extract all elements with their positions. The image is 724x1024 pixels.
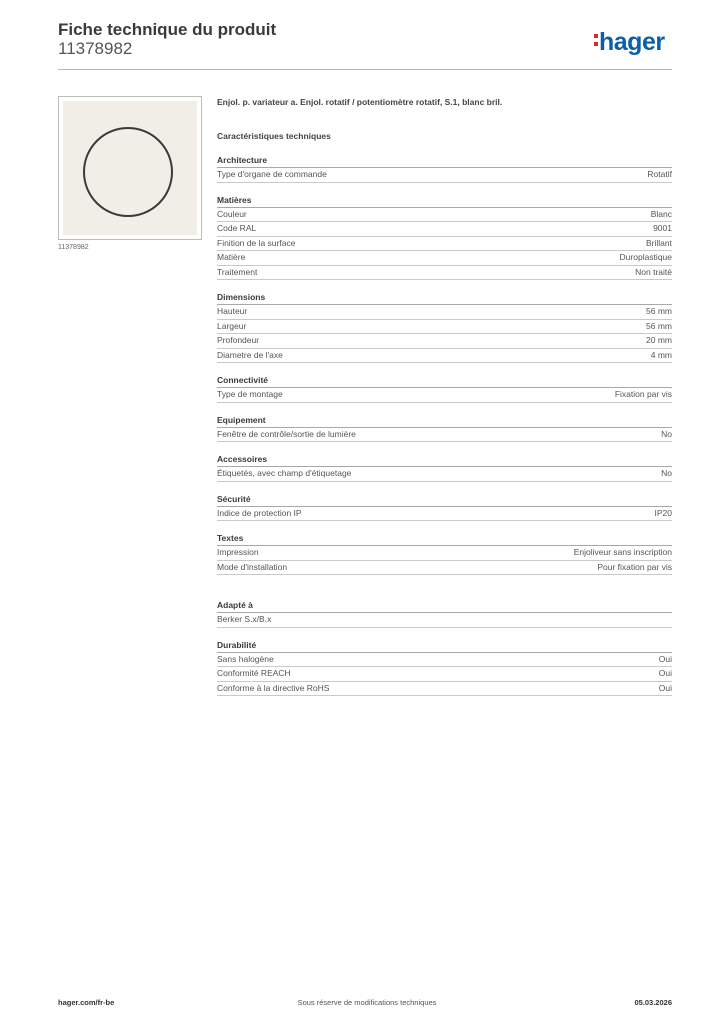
spec-row [217, 507, 672, 522]
spec-row [217, 222, 672, 237]
spec-label: Type de montage [217, 389, 283, 399]
spec-group-title: Adapté à [217, 599, 672, 613]
spec-row [217, 266, 672, 281]
spec-row [217, 168, 672, 183]
spec-label: Impression [217, 547, 259, 557]
spec-value: 56 mm [646, 306, 672, 316]
spec-value: Brillant [646, 237, 672, 248]
spec-value: No [661, 428, 672, 439]
spec-label: Conforme à la directive RoHS [217, 682, 330, 693]
spec-row [217, 320, 672, 335]
spec-row [217, 667, 672, 682]
spec-group-title: Connectivité [217, 374, 672, 388]
spec-row [217, 237, 672, 252]
product-reference: 11378982 [58, 39, 133, 58]
spec-group [217, 532, 672, 575]
spec-label: Traitement [217, 266, 258, 277]
spec-label: Indice de protection IP [217, 507, 302, 518]
spec-label: Couleur [217, 208, 247, 219]
spec-groups [217, 154, 672, 696]
spec-content [217, 96, 672, 696]
spec-label: Berker S.x/B.x [217, 614, 272, 624]
spec-value: Rotatif [647, 169, 672, 179]
logo-dots-icon [594, 34, 598, 50]
spec-row [217, 467, 672, 482]
spec-row [217, 305, 672, 320]
spec-group [217, 154, 672, 183]
spec-value: Oui [658, 653, 672, 664]
spec-group [217, 599, 672, 628]
spec-value: Duroplastique [619, 252, 672, 262]
spec-row [217, 546, 672, 561]
rotary-knob-ring [83, 127, 173, 217]
spec-group [217, 374, 672, 403]
spec-row [217, 334, 672, 349]
spec-row [217, 349, 672, 364]
spec-value: 20 mm [646, 335, 672, 345]
spec-row [217, 613, 672, 628]
logo-wordmark: hager [599, 28, 665, 56]
spec-group [217, 291, 672, 363]
spec-value: Blanc [650, 208, 672, 219]
spec-group-title: Textes [217, 532, 672, 546]
spec-group [217, 493, 672, 522]
spec-value: Fixation par vis [614, 389, 672, 399]
hager-logo [594, 28, 665, 57]
spec-value: 56 mm [646, 320, 672, 331]
spec-value: 9001 [653, 223, 672, 233]
spec-label: Code RAL [217, 223, 257, 233]
spec-label: Hauteur [217, 306, 248, 316]
spec-group [217, 194, 672, 281]
spec-group-title: Durabilité [217, 639, 672, 653]
spec-label: Mode d'installation [217, 561, 288, 572]
spec-value: Oui [658, 668, 672, 678]
spec-value: No [661, 468, 672, 478]
spec-label: Étiquetés, avec champ d'étiquetage [217, 468, 352, 478]
spec-value: Enjoliveur sans inscription [573, 547, 672, 557]
spec-label: Largeur [217, 320, 247, 331]
spec-label: Matière [217, 252, 246, 262]
spec-row [217, 653, 672, 668]
spec-group [217, 414, 672, 443]
spec-value: 4 mm [650, 349, 672, 360]
spec-group-title: Accessoires [217, 453, 672, 467]
spec-section-title: Caractéristiques techniques [217, 131, 331, 141]
footer-date: 05.03.2026 [634, 998, 672, 1007]
spec-label: Finition de la surface [217, 237, 296, 248]
spec-value: IP20 [654, 507, 672, 518]
spec-group-title: Equipement [217, 414, 672, 428]
spec-row [217, 208, 672, 223]
spec-label: Profondeur [217, 335, 260, 345]
spec-group [217, 639, 672, 697]
spec-group-title: Architecture [217, 154, 672, 168]
spec-label: Type d'organe de commande [217, 169, 327, 179]
spec-row [217, 428, 672, 443]
spec-label: Diametre de l'axe [217, 349, 283, 360]
spec-group-title: Dimensions [217, 291, 672, 305]
spec-value: Pour fixation par vis [597, 561, 672, 572]
spec-group-title: Matières [217, 194, 672, 208]
spec-label: Conformité REACH [217, 668, 291, 678]
product-image [58, 96, 202, 240]
spec-value: Non traité [635, 266, 672, 277]
spec-row [217, 251, 672, 266]
spec-label: Sans halogène [217, 653, 274, 664]
product-description: Enjol. p. variateur a. Enjol. rotatif / potentiomètre rotatif, S.1, blanc bril. [217, 97, 503, 107]
spec-row [217, 682, 672, 697]
document-title: Fiche technique du produit [58, 20, 277, 39]
spec-row [217, 561, 672, 576]
spec-label: Fenêtre de contrôle/sortie de lumière [217, 428, 356, 439]
spec-value: Oui [658, 682, 672, 693]
header-divider [58, 69, 672, 70]
spec-group [217, 453, 672, 482]
spec-row [217, 388, 672, 403]
footer-notice: Sous réserve de modifications techniques [297, 998, 437, 1007]
cover-plate [63, 101, 197, 235]
spec-group-title: Sécurité [217, 493, 672, 507]
product-image-caption: 11378982 [58, 244, 89, 251]
footer-website: hager.com/fr-be [58, 998, 115, 1007]
